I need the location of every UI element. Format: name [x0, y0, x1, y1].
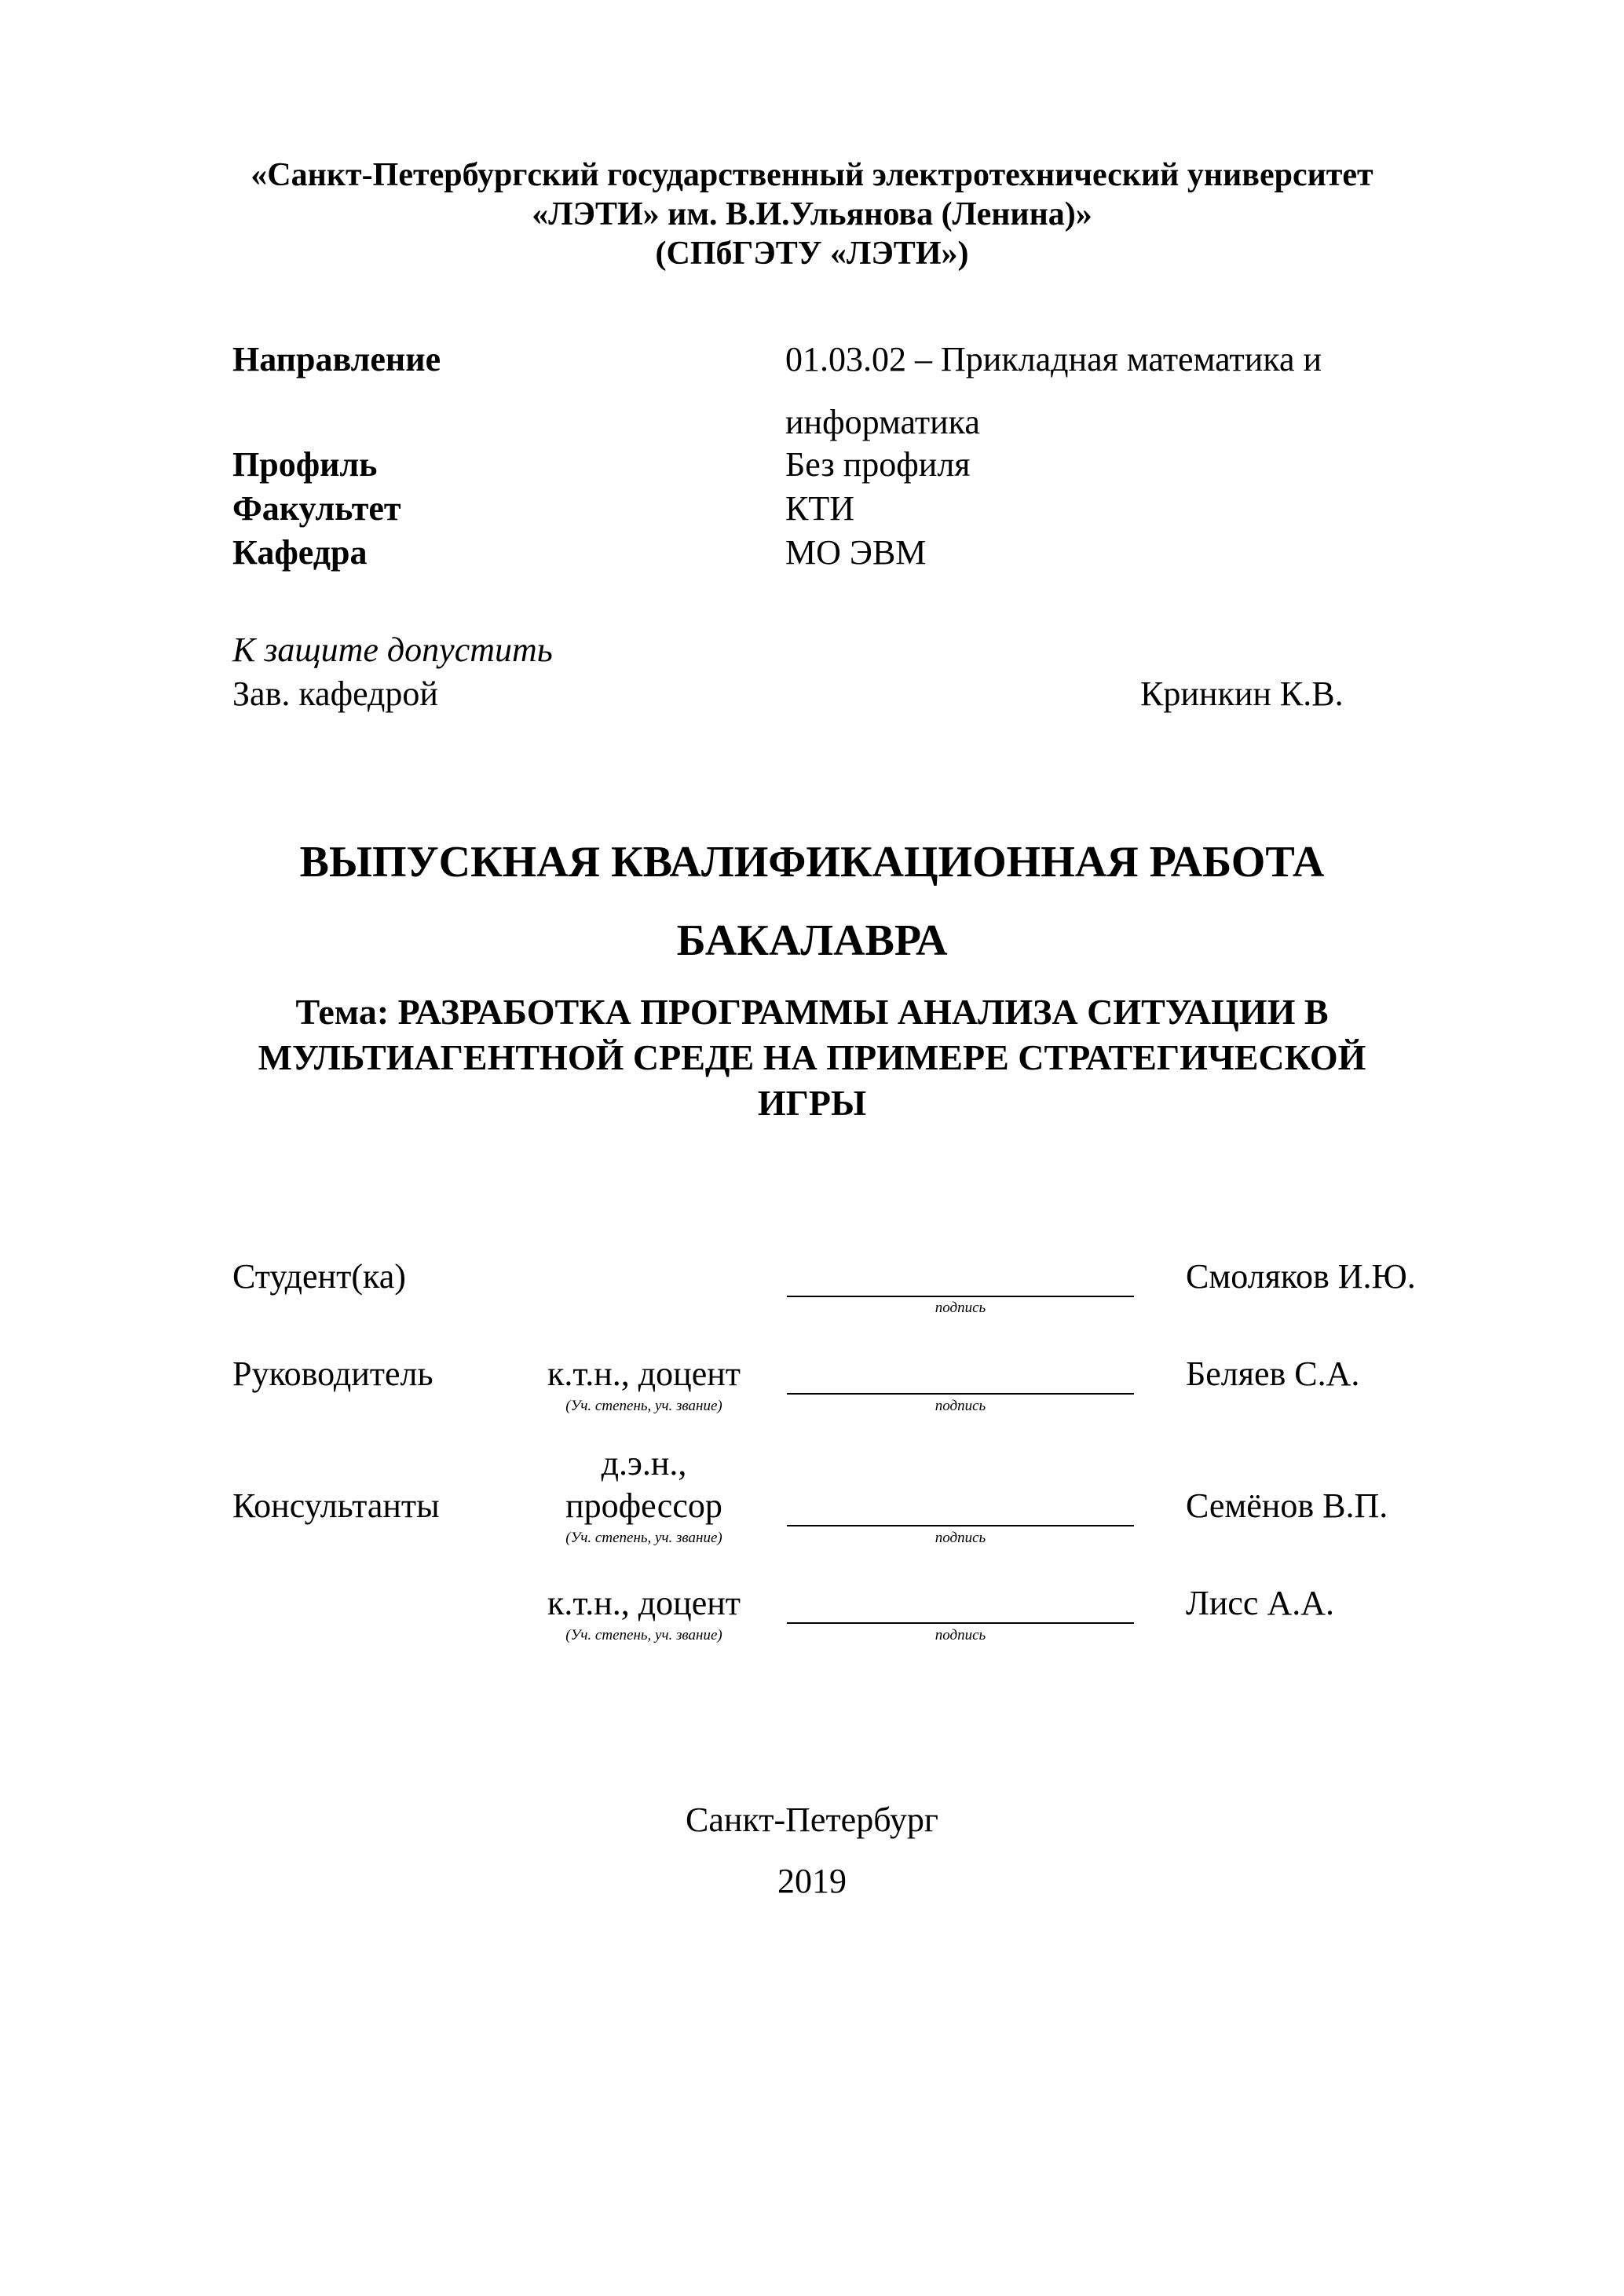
- consultant1-signature-line: [787, 1525, 1134, 1526]
- thesis-topic-line3: ИГРЫ: [757, 1083, 867, 1123]
- supervisor-name: Беляев С.А.: [1186, 1355, 1360, 1393]
- department-label: Кафедра: [232, 533, 368, 572]
- department-value: МО ЭВМ: [785, 533, 927, 572]
- consultant1-degree-line2: профессор: [565, 1486, 722, 1525]
- consultant2-degree: к.т.н., доцент: [547, 1584, 741, 1622]
- admit-to-defense: К защите допустить: [232, 631, 553, 669]
- direction-value-line2: информатика: [785, 403, 980, 441]
- consultant1-degree-caption: (Уч. степень, уч. звание): [565, 1530, 722, 1546]
- consultant1-signature-caption: подпись: [935, 1530, 986, 1546]
- university-abbreviation: (СПбГЭТУ «ЛЭТИ»): [655, 236, 969, 272]
- thesis-title-line2: БАКАЛАВРА: [676, 916, 948, 965]
- thesis-topic-line2: МУЛЬТИАГЕНТНОЙ СРЕДЕ НА ПРИМЕРЕ СТРАТЕГИЧЕСКОЙ: [258, 1037, 1366, 1077]
- student-signature-caption: подпись: [935, 1300, 986, 1316]
- supervisor-degree-caption: (Уч. степень, уч. звание): [565, 1398, 722, 1414]
- faculty-label: Факультет: [232, 489, 401, 528]
- consultant2-name: Лисс А.А.: [1186, 1584, 1334, 1622]
- head-of-department-name: Кринкин К.В.: [1140, 675, 1344, 713]
- profile-label: Профиль: [232, 445, 378, 484]
- thesis-topic-line1: Тема: РАЗРАБОТКА ПРОГРАММЫ АНАЛИЗА СИТУАЦИИ В: [295, 992, 1329, 1032]
- direction-value-line1: 01.03.02 – Прикладная математика и: [785, 340, 1322, 378]
- student-signature-line: [787, 1296, 1134, 1297]
- supervisor-role: Руководитель: [232, 1355, 433, 1393]
- faculty-value: КТИ: [785, 489, 854, 528]
- consultant1-degree-line1: д.э.н.,: [601, 1444, 687, 1483]
- student-name: Смоляков И.Ю.: [1186, 1257, 1416, 1296]
- footer-city: Санкт-Петербург: [686, 1801, 938, 1839]
- university-name-line2: «ЛЭТИ» им. В.И.Ульянова (Ленина)»: [532, 196, 1092, 232]
- consultant2-signature-caption: подпись: [935, 1627, 986, 1643]
- direction-label: Направление: [232, 340, 441, 378]
- profile-value: Без профиля: [785, 445, 971, 484]
- student-role: Студент(ка): [232, 1257, 406, 1296]
- footer-year: 2019: [777, 1862, 847, 1900]
- supervisor-signature-line: [787, 1393, 1134, 1395]
- supervisor-signature-caption: подпись: [935, 1398, 986, 1414]
- consultant2-degree-caption: (Уч. степень, уч. звание): [565, 1627, 722, 1643]
- university-name-line1: «Санкт-Петербургский государственный электротехнический университет: [251, 157, 1373, 193]
- thesis-title-line1: ВЫПУСКНАЯ КВАЛИФИКАЦИОННАЯ РАБОТА: [299, 838, 1325, 887]
- consultant2-signature-line: [787, 1622, 1134, 1624]
- consultant1-name: Семёнов В.П.: [1186, 1486, 1388, 1525]
- supervisor-degree: к.т.н., доцент: [547, 1355, 741, 1393]
- consultants-role: Консультанты: [232, 1486, 440, 1525]
- head-of-department-label: Зав. кафедрой: [232, 675, 438, 713]
